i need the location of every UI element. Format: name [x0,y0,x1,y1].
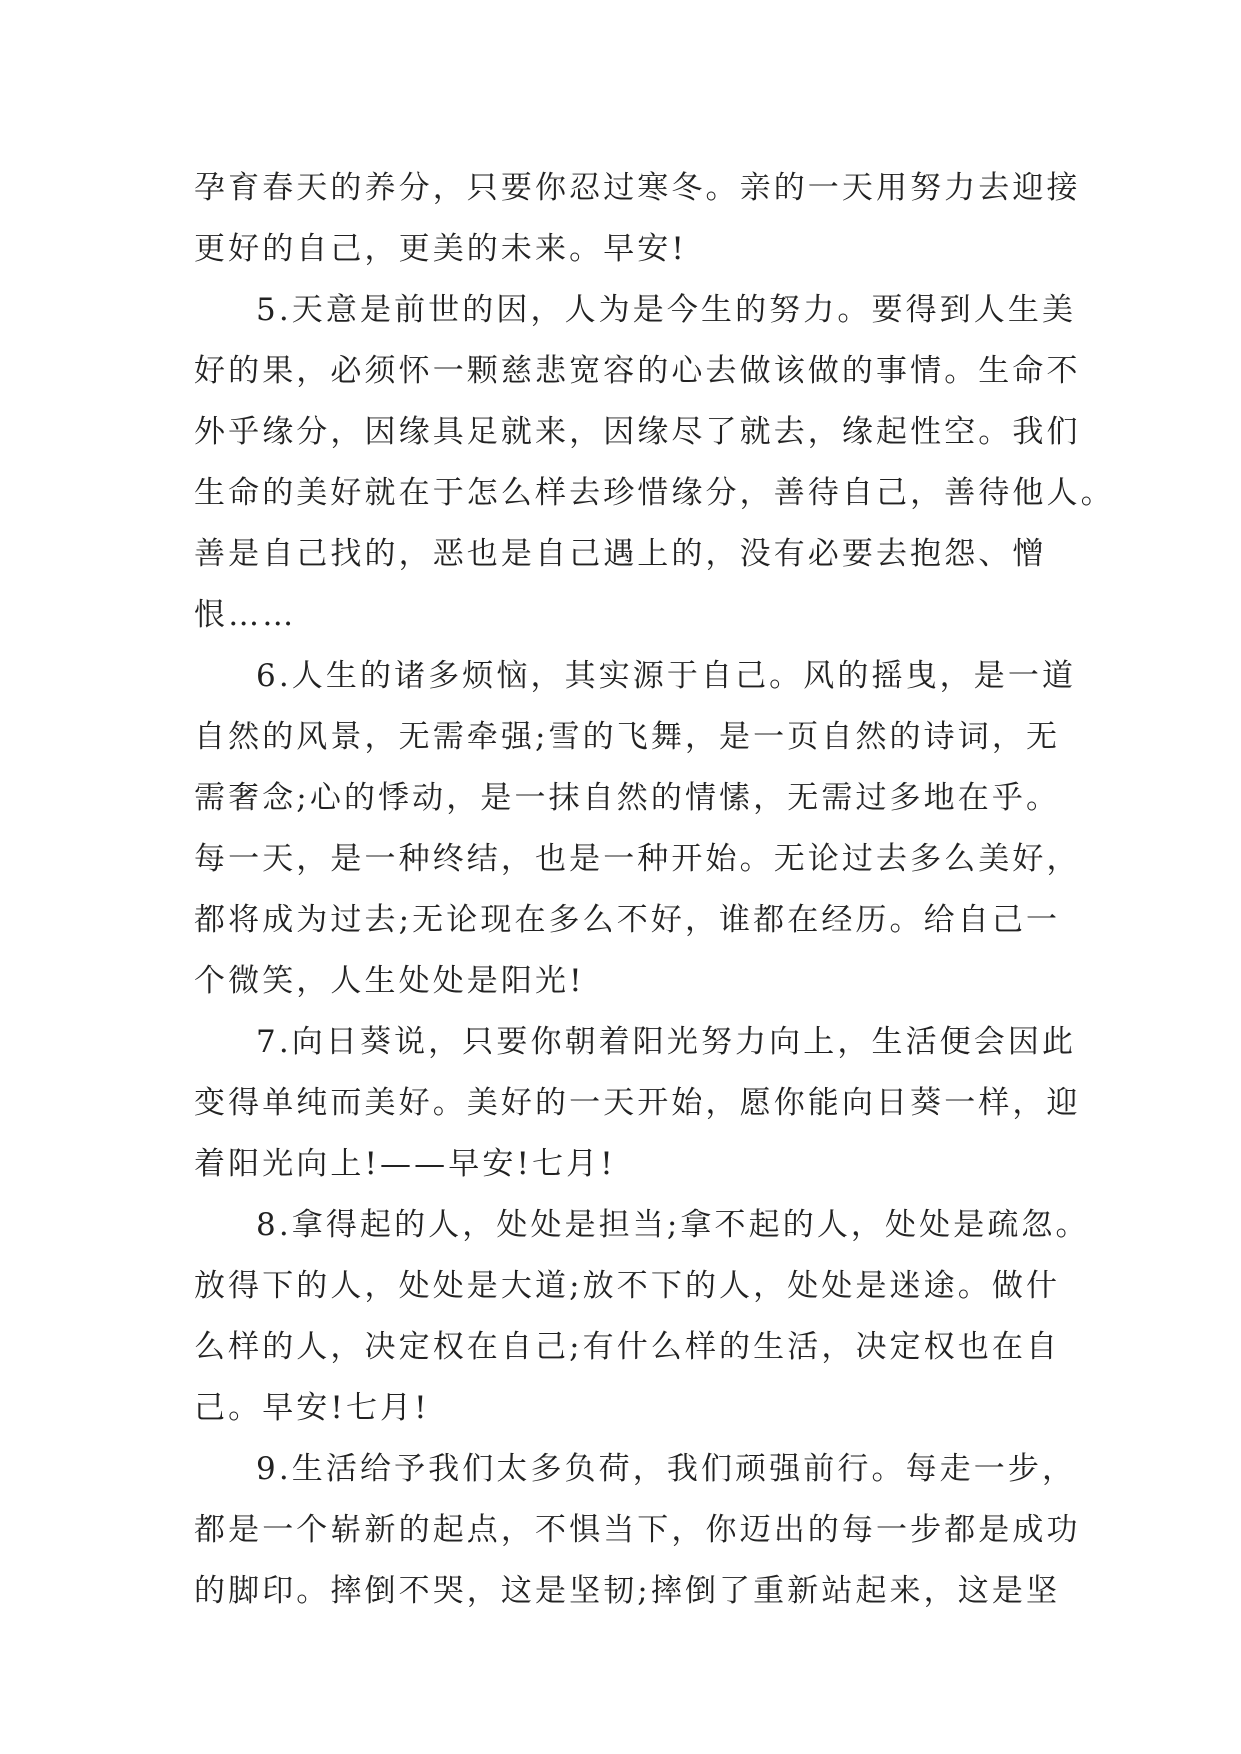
text-line: 好的果，必须怀一颗慈悲宽容的心去做该做的事情。生命不 [194,353,1081,389]
paragraph-first-line: 7.向日葵说，只要你朝着阳光努力向上，生活便会因此 [256,1024,1077,1060]
text-line: 每一天，是一种终结，也是一种开始。无论过去多么美好， [194,841,1081,877]
paragraph-first-line: 9.生活给予我们太多负荷，我们顽强前行。每走一步， [256,1451,1077,1487]
text-line: 的脚印。摔倒不哭，这是坚韧;摔倒了重新站起来，这是坚 [194,1573,1061,1609]
text-line: 都是一个崭新的起点，不惧当下，你迈出的每一步都是成功 [194,1512,1081,1548]
paragraph-first-line: 8.拿得起的人，处处是担当;拿不起的人，处处是疏忽。 [256,1207,1090,1243]
text-line: 孕育春天的养分，只要你忍过寒冬。亲的一天用努力去迎接 [194,170,1081,206]
text-line: 么样的人，决定权在自己;有什么样的生活，决定权也在自 [194,1329,1061,1365]
text-line: 己。早安!七月! [194,1390,430,1426]
text-line: 变得单纯而美好。美好的一天开始，愿你能向日葵一样，迎 [194,1085,1081,1121]
text-line: 放得下的人，处处是大道;放不下的人，处处是迷途。做什 [194,1268,1061,1304]
text-line: 生命的美好就在于怎么样去珍惜缘分，善待自己，善待他人。 [194,475,1115,511]
text-line: 更好的自己，更美的未来。早安! [194,231,687,267]
text-line: 自然的风景，无需牵强;雪的飞舞，是一页自然的诗词，无 [194,719,1061,755]
text-line: 外乎缘分，因缘具足就来，因缘尽了就去，缘起性空。我们 [194,414,1081,450]
text-line: 着阳光向上!——早安!七月! [194,1146,616,1182]
text-line: 恨…… [194,597,297,633]
paragraph-first-line: 6.人生的诸多烦恼，其实源于自己。风的摇曳，是一道 [256,658,1077,694]
text-line: 需奢念;心的悸动，是一抹自然的情愫，无需过多地在乎。 [194,780,1061,816]
text-line: 个微笑，人生处处是阳光! [194,963,585,999]
paragraph-first-line: 5.天意是前世的因，人为是今生的努力。要得到人生美 [256,292,1077,328]
text-line: 善是自己找的，恶也是自己遇上的，没有必要去抱怨、憎 [194,536,1047,572]
text-line: 都将成为过去;无论现在多么不好，谁都在经历。给自己一 [194,902,1061,938]
body-text [194,158,1115,1622]
